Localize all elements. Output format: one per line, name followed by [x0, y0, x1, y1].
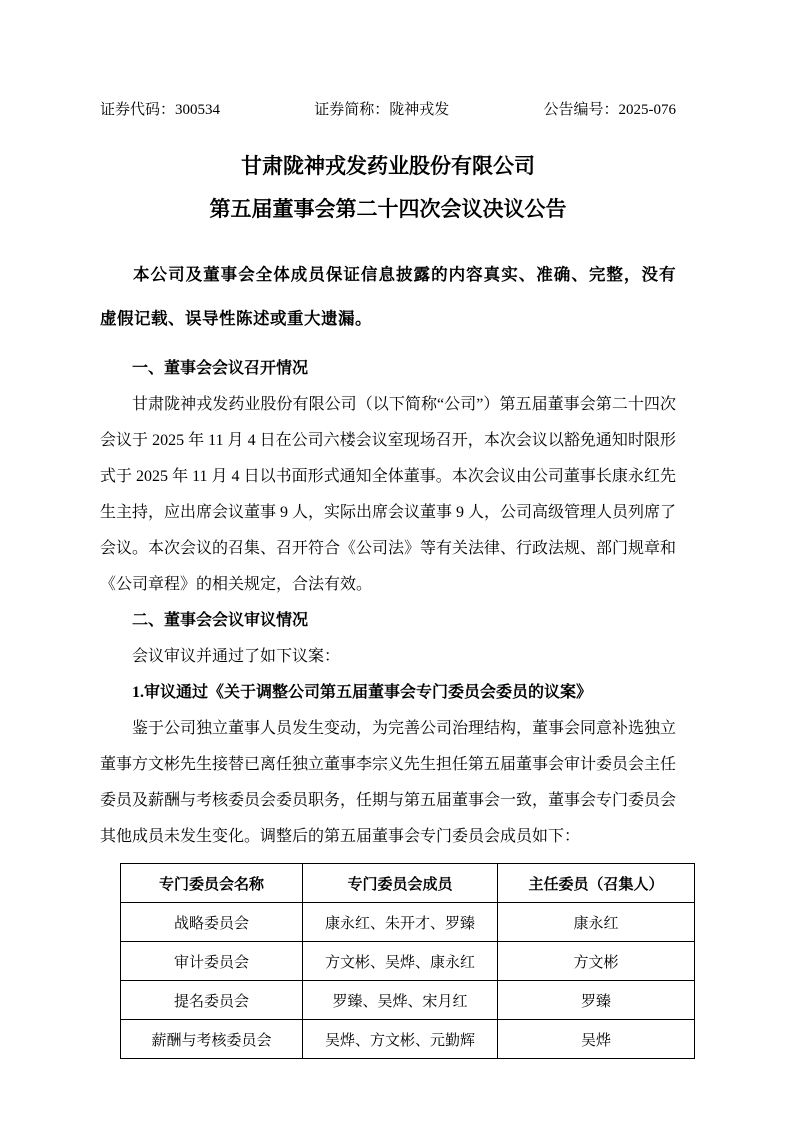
committee-chair-cell: 康永红	[498, 903, 695, 942]
table-row	[121, 903, 695, 942]
committee-chair-cell: 方文彬	[498, 942, 695, 981]
column-header-committee-members: 专门委员会成员	[303, 864, 498, 903]
committee-members-cell: 罗臻、吴烨、宋月红	[303, 981, 498, 1020]
table-row	[121, 981, 695, 1020]
table-header-row	[121, 864, 695, 903]
resolution-1-body: 鉴于公司独立董事人员发生变动，为完善公司治理结构，董事会同意补选独立董事方文彬先生接替已离任独立董事李宗义先生担任第五届董事会审计委员会主任委员及薪酬与考核委员会委员职务，任期与第五届董事会一致，董事会专门委员会其他成员未发生变化。调整后的第五届董事会专门委员会成员如下：	[100, 720, 677, 845]
announcement-title: 第五届董事会第二十四次会议决议公告	[209, 197, 567, 221]
committee-chair-cell: 罗臻	[498, 981, 695, 1020]
committee-name-cell: 提名委员会	[121, 981, 303, 1020]
committee-name-cell: 审计委员会	[121, 942, 303, 981]
table-row	[121, 1020, 695, 1059]
securities-abbreviation: 证券简称：陇神戎发	[314, 102, 450, 118]
disclaimer-paragraph: 本公司及董事会全体成员保证信息披露的内容真实、准确、完整，没有虚假记载、误导性陈述或重大遗漏。	[100, 265, 676, 328]
section-1-body: 甘肃陇神戎发药业股份有限公司（以下简称“公司”）第五届董事会第二十四次会议于 2025 年 11 月 4 日在公司六楼会议室现场召开，本次会议以豁免通知时限形式于 2025 年 11 月 4 日以书面形式通知全体董事。本次会议由公司董事长康永红先生主持，应出席会议董事 9 人，实际出席会议董事 9 人，公司高级管理人员列席了会议。本次会议的召集、召开符合《公司法》等有关法律、行政法规、部门规章和《公司章程》的相关规定，合法有效。	[100, 396, 677, 593]
table-row	[121, 942, 695, 981]
committee-members-cell: 吴烨、方文彬、元勤辉	[303, 1020, 498, 1059]
securities-header-row	[100, 100, 676, 120]
company-name-title: 甘肃陇神戎发药业股份有限公司	[241, 154, 535, 178]
section-1-heading: 一、董事会会议召开情况	[132, 360, 309, 377]
section-2-lead: 会议审议并通过了如下议案：	[132, 648, 341, 665]
securities-code: 证券代码：300534	[100, 102, 221, 118]
section-2-heading: 二、董事会会议审议情况	[132, 612, 309, 629]
committee-members-cell: 康永红、朱开才、罗臻	[303, 903, 498, 942]
committee-name-cell: 薪酬与考核委员会	[121, 1020, 303, 1059]
committee-chair-cell: 吴烨	[498, 1020, 695, 1059]
column-header-committee-name: 专门委员会名称	[121, 864, 303, 903]
resolution-1-heading: 1.审议通过《关于调整公司第五届董事会专门委员会委员的议案》	[132, 684, 593, 701]
committee-members-table	[120, 863, 695, 1059]
committee-name-cell: 战略委员会	[121, 903, 303, 942]
column-header-committee-chair: 主任委员（召集人）	[498, 864, 695, 903]
committee-members-cell: 方文彬、吴烨、康永红	[303, 942, 498, 981]
announcement-number: 公告编号：2025-076	[543, 102, 676, 118]
